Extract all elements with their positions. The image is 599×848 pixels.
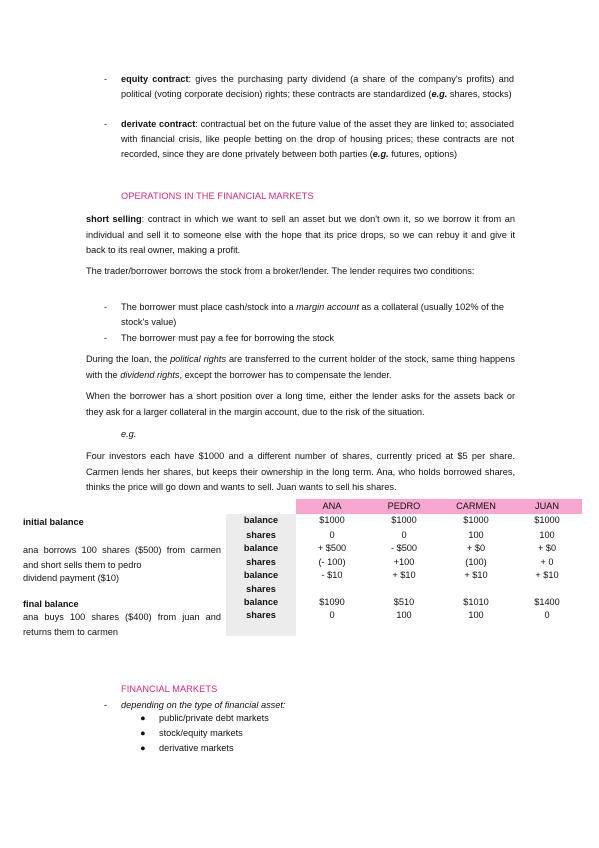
row-label-balance: balance	[243, 597, 279, 607]
row-desc-dividend: dividend payment ($10)	[23, 573, 120, 583]
table-cell: $1000	[534, 515, 560, 525]
section-heading-operations: OPERATIONS IN THE FINANCIAL MARKETS	[121, 191, 314, 201]
equity-contract-text: : gives the purchasing party dividend (a share of the company's profits) and political (voting corporate decision) rights; these contracts are standardized (	[121, 74, 514, 99]
dash-bullet: -	[104, 119, 108, 129]
market-type-label: public/private debt markets	[159, 713, 269, 723]
dash-bullet: -	[104, 700, 108, 710]
table-cell: + 0	[540, 557, 554, 567]
row-desc-ana-borrows: ana borrows 100 shares ($500) from carmen and short sells them to pedro	[23, 545, 221, 570]
row-label-shares: shares	[246, 610, 276, 620]
derivate-contract-text: : contractual bet on the future value of the asset they are linked to; associated with financial crisis, like people betting on the drop of housing prices; these contracts are not recorded, since they are done privately between both parties (	[121, 119, 514, 159]
list-item-market-type	[140, 743, 234, 753]
list-item-market-type	[140, 728, 243, 738]
table-cell: 0	[544, 610, 550, 620]
dividend-rights-term: dividend rights	[120, 369, 180, 380]
term-equity-contract: equity contract	[121, 74, 189, 84]
table-cell: + $10	[392, 570, 416, 580]
row-label-balance: balance	[243, 515, 279, 525]
table-cell: + $0	[537, 543, 557, 553]
loan-paragraph	[86, 352, 515, 383]
bullet-dot-icon: ●	[140, 728, 146, 738]
market-type-label: derivative markets	[159, 743, 234, 753]
term-short-selling: short selling	[86, 214, 142, 224]
section-heading-financial-markets: FINANCIAL MARKETS	[121, 684, 218, 694]
table-cell: $510	[393, 597, 415, 607]
column-header-ana: ANA	[322, 501, 342, 511]
table-cell: $1000	[319, 515, 345, 525]
political-rights-term: political rights	[170, 354, 227, 364]
list-item-derivate-contract	[104, 117, 514, 162]
list-item-market-type	[140, 713, 269, 723]
table-cell: + $0	[466, 543, 486, 553]
row-label-shares: shares	[246, 584, 276, 594]
list-item-condition-2	[104, 331, 514, 346]
row-desc-initial-balance: initial balance	[23, 517, 84, 527]
table-cell: 0	[401, 530, 407, 540]
table-cell: 0	[329, 530, 335, 540]
derivate-contract-text-end: futures, options)	[388, 149, 458, 159]
eg-label: e.g.	[372, 149, 389, 159]
table-cell: 100	[468, 530, 484, 540]
dash-bullet: -	[104, 74, 108, 84]
dash-bullet: -	[104, 333, 108, 343]
row-desc-final-balance: final balance	[23, 599, 79, 609]
short-position-paragraph: When the borrower has a short position over a long time, either the lender asks for the assets back or they ask for a larger collateral in the margin account, due to the risk of the situation.	[86, 391, 515, 417]
eg-label: e.g.	[121, 429, 137, 439]
loan-text-c: , except the borrower has to compensate the lender.	[179, 369, 392, 380]
loan-text-a: During the loan, the	[86, 354, 171, 364]
row-label-shares: shares	[246, 530, 276, 540]
condition-1-text-end: as a collateral (usually 102% of the stock's value)	[121, 302, 505, 327]
table-cell: (- 100)	[318, 557, 346, 567]
table-cell: $1000	[391, 515, 417, 525]
table-cell: + $500	[317, 543, 347, 553]
table-cell: 100	[539, 530, 555, 540]
condition-2-text: The borrower must pay a fee for borrowing the stock	[121, 333, 334, 343]
table-cell: - $10	[321, 570, 343, 580]
term-derivate-contract: derivate contract	[121, 119, 196, 129]
column-header-pedro: PEDRO	[387, 501, 421, 511]
eg-label: e.g.	[431, 89, 448, 99]
market-type-label: stock/equity markets	[159, 728, 243, 738]
table-cell: +100	[393, 557, 415, 567]
table-cell: $1090	[319, 597, 345, 607]
example-paragraph: Four investors each have $1000 and a different number of shares, currently priced at $5 per share. Carmen lends her shares, but keeps their ownership in the long term. Ana, who holds borrowed shares, thinks the price will go down and wants to sell. Juan wants to sell his shares.	[86, 451, 515, 492]
bullet-dot-icon: ●	[140, 713, 146, 723]
table-cell: (100)	[465, 557, 487, 567]
table-cell: 100	[468, 610, 484, 620]
margin-account-term: margin account	[296, 302, 359, 312]
list-item-condition-1	[104, 300, 514, 330]
table-cell: 100	[396, 610, 412, 620]
table-cell: 0	[329, 610, 335, 620]
loan-text-b: are transferred to the current holder of the stock, same thing happens with the	[86, 354, 515, 380]
row-label-balance: balance	[243, 570, 279, 580]
bullet-dot-icon: ●	[140, 743, 146, 753]
condition-1-text: The borrower must place cash/stock into a	[121, 302, 297, 312]
table-cell: + $10	[535, 570, 559, 580]
column-header-carmen: CARMEN	[456, 501, 496, 511]
row-label-shares: shares	[246, 557, 276, 567]
row-label-balance: balance	[243, 543, 279, 553]
equity-contract-text-end: shares, stocks)	[447, 89, 512, 99]
table-cell: $1000	[463, 515, 489, 525]
column-header-juan: JUAN	[535, 501, 559, 511]
borrow-paragraph: The trader/borrower borrows the stock from a broker/lender. The lender requires two conditions:	[86, 266, 475, 276]
table-cell: $1010	[463, 597, 489, 607]
depending-text: depending on the type of financial asset:	[121, 700, 286, 710]
table-cell: $1400	[534, 597, 560, 607]
list-item-depending	[104, 698, 514, 713]
short-selling-text: : contract in which we want to sell an asset but we don't own it, so we borrow it from an individual and sell it to someone else with the hope that its price drops, so we can rebuy it and give it back to its real owner, making a profit.	[86, 214, 516, 255]
list-item-equity-contract	[104, 72, 514, 102]
table-cell: + $10	[464, 570, 488, 580]
table-cell: - $500	[390, 543, 418, 553]
dash-bullet: -	[104, 302, 108, 312]
row-desc-ana-buys: ana buys 100 shares ($400) from juan and returns them to carmen	[23, 612, 221, 637]
short-selling-paragraph	[86, 212, 515, 259]
